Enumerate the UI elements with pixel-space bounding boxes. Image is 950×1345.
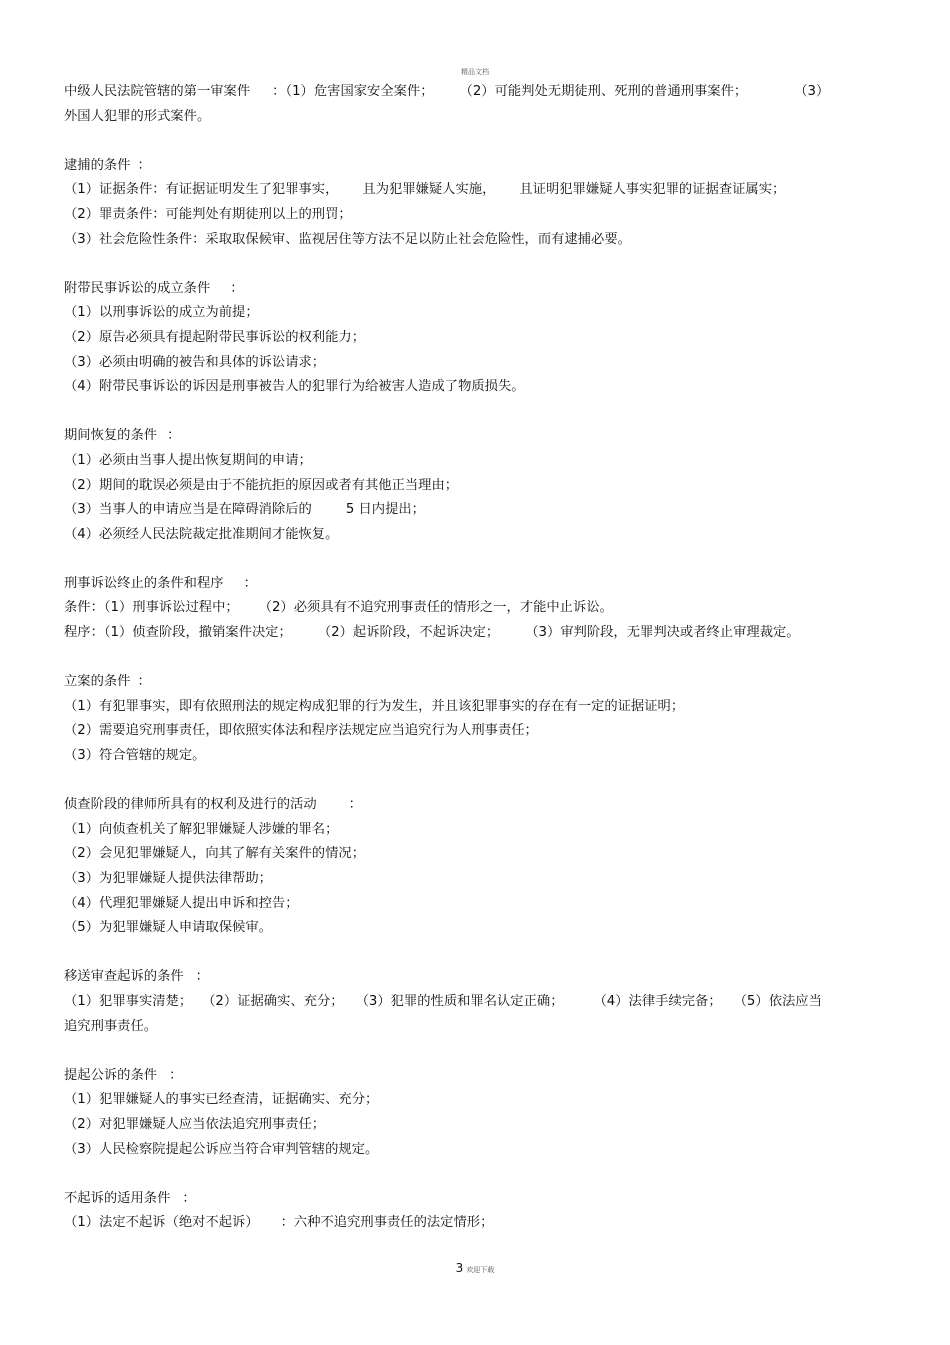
- list-item: [64, 621, 884, 646]
- title-text: 期间恢复的条件: [64, 428, 158, 444]
- list-item: [64, 1211, 884, 1236]
- text-line: [64, 80, 884, 105]
- list-item: （3）必须由明确的被告和具体的诉讼请求；: [64, 354, 326, 370]
- list-item: （2）期间的耽误必须是由于不能抗拒的原因或者有其他正当理由；: [64, 477, 459, 493]
- section-title: [64, 154, 884, 179]
- title-text: 附带民事诉讼的成立条件: [64, 280, 211, 296]
- text-span: （1）犯罪事实清楚；: [64, 993, 193, 1009]
- text-span: （1）证据条件：有证据证明发生了犯罪事实，: [64, 182, 339, 198]
- section-termination: [64, 572, 884, 646]
- section-title: [64, 965, 884, 990]
- text-span: （4）法律手续完备；: [593, 993, 722, 1009]
- title-colon: ：: [137, 157, 151, 173]
- text-span: （3）犯罪的性质和罪名认定正确；: [355, 993, 564, 1009]
- list-item: [64, 596, 884, 621]
- text-span: （2）证据确实、充分；: [202, 993, 344, 1009]
- list-item: [64, 990, 884, 1015]
- list-item: （2）罪责条件：可能判处有期徒刑以上的刑罚；: [64, 206, 352, 222]
- section-civil-suit: [64, 277, 884, 400]
- text-span: （2）必须具有不追究刑事责任的情形之一，才能中止诉讼。: [258, 600, 613, 616]
- text-span: （3）审判阶段，无罪判决或者终止审理裁定。: [525, 625, 800, 641]
- title-text: 刑事诉讼终止的条件和程序: [64, 575, 224, 591]
- title-colon: ：: [182, 1190, 196, 1206]
- list-item: 追究刑事责任。: [64, 1018, 158, 1034]
- document-body: [64, 80, 884, 1261]
- list-item: （5）为犯罪嫌疑人申请取保候审。: [64, 920, 272, 936]
- text-span: 中级人民法院管辖的第一审案件: [64, 84, 251, 99]
- title-colon: ：: [137, 674, 151, 690]
- list-item: （1）以刑事诉讼的成立为前提；: [64, 305, 259, 321]
- text-span: 条件：（1）刑事诉讼过程中；: [64, 600, 239, 616]
- text-span: （3）当事人的申请应当是在障碍消除后的: [64, 502, 312, 518]
- list-item: （3）符合管辖的规定。: [64, 748, 206, 764]
- section-period-restore: [64, 424, 884, 547]
- title-text: 不起诉的适用条件: [64, 1190, 171, 1206]
- text-span: （2）可能判处无期徒刑、死刑的普通刑事案件；: [459, 84, 748, 99]
- list-item: [64, 178, 884, 203]
- text-span: ：六种不追究刑事责任的法定情形；: [280, 1215, 494, 1231]
- text-span: 程序：（1）侦查阶段，撤销案件决定；: [64, 625, 292, 641]
- section-title: [64, 1187, 884, 1212]
- title-colon: ：: [169, 1067, 183, 1083]
- title-text: 立案的条件: [64, 674, 131, 690]
- title-colon: ：: [348, 797, 362, 813]
- section-intermediate-court: [64, 80, 884, 129]
- list-item: （4）代理犯罪嫌疑人提出申诉和控告；: [64, 895, 299, 911]
- page-number: 3: [455, 1261, 464, 1275]
- list-item: （3）人民检察院提起公诉应当符合审判管辖的规定。: [64, 1141, 379, 1157]
- title-text: 提起公诉的条件: [64, 1067, 158, 1083]
- section-title: [64, 277, 884, 302]
- text-span: 5 日内提出；: [345, 502, 425, 518]
- text-span: 且为犯罪嫌疑人实施，: [362, 182, 496, 198]
- section-title: [64, 572, 884, 597]
- section-title: [64, 793, 884, 818]
- list-item: （3）为犯罪嫌疑人提供法律帮助；: [64, 871, 272, 886]
- title-colon: ：: [195, 969, 209, 985]
- list-item: （1）有犯罪事实，即有依照刑法的规定构成犯罪的行为发生，并且该犯罪事实的存在有一定的证据证明；: [64, 698, 685, 714]
- list-item: （3）社会危险性条件：采取取保候审、监视居住等方法不足以防止社会危险性，而有逮捕必要。: [64, 231, 631, 247]
- section-lawyer-rights: [64, 793, 884, 941]
- title-colon: ：: [167, 428, 181, 444]
- list-item: （4）必须经人民法院裁定批准期间才能恢复。: [64, 526, 339, 542]
- list-item: （1）必须由当事人提出恢复期间的申请；: [64, 452, 312, 468]
- list-item: （2）原告必须具有提起附带民事诉讼的权利能力；: [64, 329, 365, 345]
- text-span: （1）法定不起诉（绝对不起诉）: [64, 1215, 259, 1231]
- text-span: （2）起诉阶段，不起诉决定；: [317, 625, 500, 641]
- title-text: 逮捕的条件: [64, 157, 131, 173]
- list-item: （1）向侦查机关了解犯罪嫌疑人涉嫌的罪名；: [64, 821, 339, 837]
- footer-text: 欢迎下载: [466, 1266, 495, 1274]
- text-span: （3）: [794, 84, 830, 99]
- section-transfer-prosecution: [64, 965, 884, 1039]
- header-watermark: 精品文档: [461, 68, 489, 76]
- list-item: （2）需要追究刑事责任，即依照实体法和程序法规定应当追究行为人刑事责任；: [64, 723, 538, 739]
- section-non-prosecution: [64, 1187, 884, 1236]
- list-item: （2）对犯罪嫌疑人应当依法追究刑事责任；: [64, 1116, 326, 1132]
- text-span: 且证明犯罪嫌疑人事实犯罪的证据查证属实；: [519, 182, 786, 198]
- section-title: [64, 670, 884, 695]
- section-arrest: [64, 154, 884, 252]
- text-span: ：（1）危害国家安全案件；: [272, 84, 434, 99]
- text-span: （5）依法应当: [733, 993, 822, 1009]
- title-text: 移送审查起诉的条件: [64, 969, 184, 985]
- page-footer: [0, 1261, 950, 1275]
- section-filing: [64, 670, 884, 768]
- list-item: [64, 498, 884, 523]
- list-item: （1）犯罪嫌疑人的事实已经查清，证据确实、充分；: [64, 1092, 379, 1108]
- section-public-prosecution: [64, 1064, 884, 1162]
- title-colon: ：: [243, 575, 257, 591]
- section-title: [64, 1064, 884, 1089]
- section-title: [64, 424, 884, 449]
- title-text: 侦查阶段的律师所具有的权利及进行的活动: [64, 797, 317, 813]
- title-colon: ：: [230, 280, 244, 296]
- list-item: （2）会见犯罪嫌疑人，向其了解有关案件的情况；: [64, 846, 365, 862]
- text-line: 外国人犯罪的形式案件。: [64, 108, 211, 124]
- list-item: （4）附带民事诉讼的诉因是刑事被告人的犯罪行为给被害人造成了物质损失。: [64, 379, 525, 395]
